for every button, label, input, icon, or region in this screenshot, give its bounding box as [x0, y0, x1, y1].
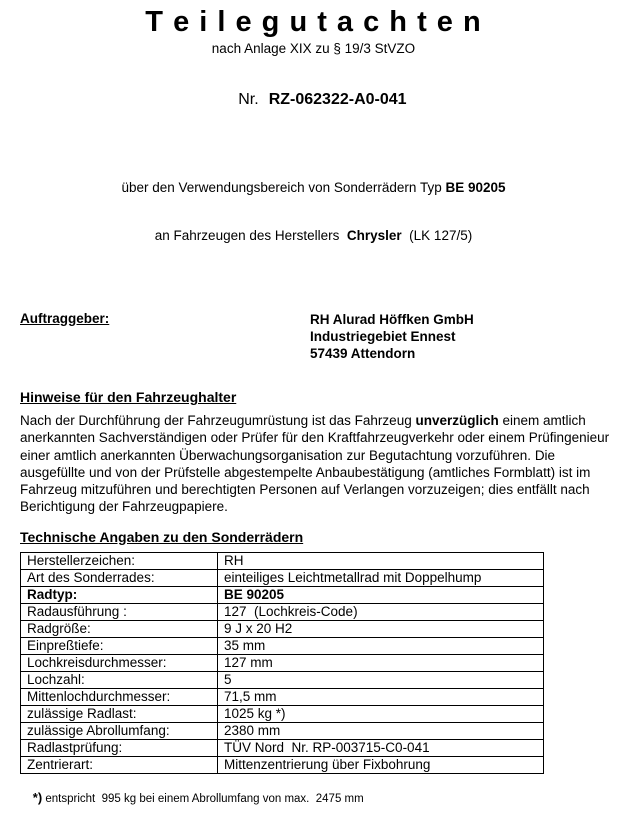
text-segment-bold: Chrysler — [346, 228, 402, 243]
spec-label-cell: zulässige Abrollumfang: — [21, 722, 218, 739]
document-subtitle: nach Anlage XIX zu § 19/3 StVZO — [211, 41, 416, 56]
text-segment: über den Verwendungsbereich von Sonderrädern Typ — [121, 180, 446, 195]
spec-value-cell: 9 J x 20 H2 — [218, 620, 544, 637]
spec-value-cell: TÜV Nord Nr. RP-003715-C0-041 — [218, 739, 544, 756]
spec-label-cell: Radausführung : — [21, 603, 218, 620]
scope-line-2 — [20, 228, 607, 244]
spec-label-cell: Lochzahl: — [21, 671, 218, 688]
text-segment: (LK 127/5) — [401, 228, 473, 243]
document-title: T e i l e g u t a c h t e n — [145, 6, 482, 38]
spec-label-cell: Zentrierart: — [21, 756, 218, 773]
table-row — [21, 688, 544, 705]
spec-label-cell: Radtyp: — [21, 586, 218, 603]
text-segment: Nach der Durchführung der Fahrzeugumrüstung ist das Fahrzeug — [20, 413, 416, 428]
text-segment-bold: unverzüglich — [415, 413, 499, 428]
client-section — [20, 311, 607, 362]
certificate-number-value: RZ-062322-A0-041 — [268, 91, 407, 108]
text-segment-bold: BE 90205 — [445, 180, 506, 195]
table-row — [21, 705, 544, 722]
spec-label-cell: Einpreßtiefe: — [21, 637, 218, 654]
spec-value-cell: Mittenzentrierung über Fixbohrung — [218, 756, 544, 773]
scope-line-1 — [20, 180, 607, 196]
table-row — [21, 739, 544, 756]
spec-label-cell: Herstellerzeichen: — [21, 552, 218, 569]
spec-value-cell: 71,5 mm — [218, 688, 544, 705]
table-row — [21, 671, 544, 688]
spec-value-cell: 127 mm — [218, 654, 544, 671]
text-segment: einem amtlich anerkannten Sachverständigen oder Prüfer für den Kraftfahrzeugverkehr oder einem Prüfingenieur einer amtlich anerkannten Überwachungsorganisation zur Begutachtung vorzuführen. Die ausgefüllte und von der Prüfstelle abgestempelte Anbaubestätigung (amtliches Formblatt) ist im Fahrzeug mitzuführen und berechtigten Personen auf Verlangen vorzuzeigen; dies entfällt nach Berichtigung der Fahrzeugpapiere. — [20, 413, 613, 515]
tech-heading: Technische Angaben zu den Sonderrädern — [20, 528, 304, 545]
certificate-number-label: Nr. — [238, 91, 259, 108]
table-row — [21, 569, 544, 586]
spec-label-cell: Radlastprüfung: — [21, 739, 218, 756]
client-label: Auftraggeber: — [20, 311, 110, 326]
spec-label-cell: Mittenlochdurchmesser: — [21, 688, 218, 705]
table-row — [21, 586, 544, 603]
footnote-text: entspricht 995 kg bei einem Abrollumfang von max. 2475 mm — [42, 792, 364, 805]
spec-value-cell: 35 mm — [218, 637, 544, 654]
footnote-marker: *) — [32, 789, 43, 805]
scope-block — [20, 148, 607, 276]
certificate-number-line — [20, 73, 607, 127]
table-row — [21, 722, 544, 739]
client-address-line-2: Industriegebiet Ennest — [310, 329, 456, 344]
table-row — [21, 756, 544, 773]
spec-value-cell: 127 (Lochkreis-Code) — [218, 603, 544, 620]
client-address-line-1: RH Alurad Höffken GmbH — [310, 312, 474, 327]
spec-value-cell: 2380 mm — [218, 722, 544, 739]
spec-label-cell: Art des Sonderrades: — [21, 569, 218, 586]
spec-value-cell: BE 90205 — [218, 586, 544, 603]
spec-value-cell: 5 — [218, 671, 544, 688]
table-row — [21, 654, 544, 671]
tech-spec-table — [20, 552, 544, 774]
spec-label-cell: Radgröße: — [21, 620, 218, 637]
spec-label-cell: zulässige Radlast: — [21, 705, 218, 722]
text-segment: an Fahrzeugen des Herstellers — [154, 228, 347, 243]
notes-paragraph — [20, 412, 613, 516]
spec-value-cell: einteiliges Leichtmetallrad mit Doppelhump — [218, 569, 544, 586]
table-row — [21, 603, 544, 620]
client-address-line-3: 57439 Attendorn — [310, 346, 416, 361]
footnote — [20, 778, 607, 817]
spec-value-cell: 1025 kg *) — [218, 705, 544, 722]
notes-heading: Hinweise für den Fahrzeughalter — [20, 389, 237, 405]
spec-value-cell: RH — [218, 552, 544, 569]
spec-label-cell: Lochkreisdurchmesser: — [21, 654, 218, 671]
client-address — [310, 311, 474, 362]
table-row — [21, 620, 544, 637]
table-row — [21, 637, 544, 654]
table-row — [21, 552, 544, 569]
